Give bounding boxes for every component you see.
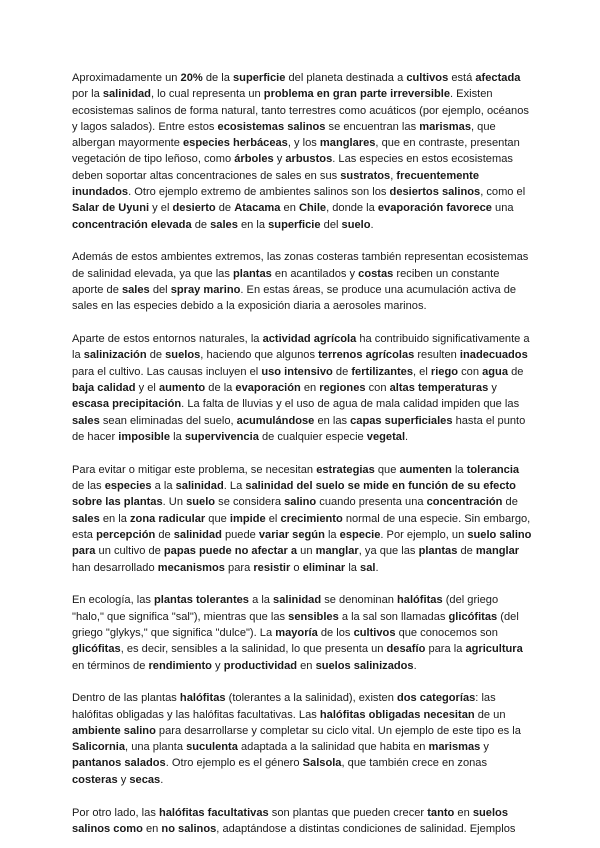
text-run: un cultivo de xyxy=(95,545,164,558)
text-run: , una planta xyxy=(125,741,187,754)
text-run: (del griego "halo," que significa "sal"), mientras que las xyxy=(72,594,499,623)
bold-term: glicófitas xyxy=(72,643,121,656)
text-run: Además de estos ambientes extremos, las zonas costeras también representan ecosistemas de salinidad elevada, ya que las xyxy=(72,251,529,280)
bold-term: capas superficiales xyxy=(350,414,453,427)
bold-term: halófitas xyxy=(397,594,443,607)
text-run: de xyxy=(457,545,476,558)
text-run: de xyxy=(146,349,166,362)
bold-term: concentración xyxy=(426,496,503,509)
bold-term: problema en gran parte irreversible xyxy=(263,88,450,101)
text-run: en xyxy=(280,202,299,215)
bold-term: vegetal xyxy=(366,430,406,443)
text-run: , que también crece en zonas xyxy=(341,757,488,770)
text-run: en xyxy=(454,806,473,819)
bold-term: evaporación xyxy=(235,382,301,395)
bold-term: salinidad xyxy=(102,88,151,101)
bold-term: resistir xyxy=(253,561,291,574)
bold-term: manglar xyxy=(475,545,520,558)
text-run: de un xyxy=(474,708,506,721)
text-run: y xyxy=(273,153,286,166)
text-run: una xyxy=(491,202,514,215)
bold-term: cultivos xyxy=(353,626,396,639)
text-run: del planeta destinada a xyxy=(285,72,407,84)
text-run: Por otro lado, las xyxy=(72,806,159,819)
text-run: se considera xyxy=(215,496,285,509)
bold-term: salinidad xyxy=(175,480,224,493)
text-run: en la xyxy=(237,218,269,231)
bold-term: terrenos agrícolas xyxy=(318,349,415,362)
text-run: , donde la xyxy=(326,202,378,215)
text-run: en acantilados y xyxy=(271,267,359,280)
bold-term: uso intensivo xyxy=(261,365,333,378)
bold-term: altas temperaturas xyxy=(389,382,489,395)
bold-term: concentración elevada xyxy=(72,218,192,231)
bold-term: evaporación favorece xyxy=(377,202,492,215)
text-run: sean eliminadas del suelo, xyxy=(99,414,237,427)
bold-term: glicófitas xyxy=(448,610,498,623)
text-run: . xyxy=(375,561,379,574)
text-run: , ya que las xyxy=(358,545,419,558)
text-run: , haciendo que algunos xyxy=(200,349,319,362)
bold-term: suelos salinizados xyxy=(315,659,414,672)
bold-term: estrategias xyxy=(316,463,375,476)
bold-term: costas xyxy=(358,267,394,280)
text-run: . La xyxy=(223,480,246,493)
bold-term: aumenten xyxy=(399,463,452,476)
text-run: del xyxy=(320,218,342,231)
text-run: la xyxy=(170,430,185,443)
text-run: (tolerantes a la salinidad), existen xyxy=(225,692,397,705)
bold-term: manglares xyxy=(319,137,376,150)
text-run: la xyxy=(345,561,361,574)
text-run: . Otro ejemplo es el género xyxy=(165,757,303,770)
bold-term: sustratos xyxy=(340,169,391,182)
bold-term: dos categorías xyxy=(396,692,476,705)
text-run: . xyxy=(405,430,409,443)
bold-term: árboles xyxy=(234,153,274,166)
bold-term: marismas xyxy=(419,120,472,133)
bold-term: halófitas obligadas necesitan xyxy=(319,708,475,721)
text-run: y xyxy=(480,741,489,754)
text-run: está xyxy=(448,72,476,84)
text-run: de xyxy=(508,365,524,378)
bold-term: rendimiento xyxy=(148,659,212,672)
text-run: de xyxy=(215,202,235,215)
text-run: se encuentran las xyxy=(325,120,420,133)
text-run: cuando presenta una xyxy=(316,496,427,509)
text-run: en xyxy=(300,382,320,395)
bold-term: suelo salino para xyxy=(72,528,532,558)
bold-term: percepción xyxy=(96,528,156,541)
paragraph-2 xyxy=(72,249,532,314)
bold-term: salinidad xyxy=(273,594,322,607)
text-run: y el xyxy=(149,202,173,215)
text-run: de la xyxy=(202,72,233,84)
text-run: , que en contraste, presentan vegetación de tipo leñoso, como xyxy=(72,137,520,166)
text-run: . xyxy=(160,773,164,786)
bold-term: aumento xyxy=(158,382,206,395)
bold-term: salino xyxy=(284,496,317,509)
bold-term: desiertos salinos xyxy=(389,186,481,199)
bold-term: agricultura xyxy=(465,643,523,656)
text-run: . Por ejemplo, un xyxy=(380,528,468,541)
bold-term: plantas tolerantes xyxy=(154,594,249,607)
text-run: normal de una especie. Sin embargo, esta xyxy=(72,512,531,541)
bold-term: fertilizantes xyxy=(351,365,414,378)
bold-term: plantas xyxy=(418,545,458,558)
text-run: (del griego "glykys," que significa "dulce"). La xyxy=(72,610,519,639)
text-run: o xyxy=(290,561,303,574)
text-run: Aproximadamente un xyxy=(72,72,181,84)
bold-term: sales xyxy=(72,512,100,525)
paragraph-4 xyxy=(72,462,532,576)
text-run: de la xyxy=(205,382,236,395)
text-run: el xyxy=(265,512,281,525)
bold-term: suculenta xyxy=(186,741,238,754)
bold-term: cultivos xyxy=(406,72,449,84)
text-run: un xyxy=(297,545,316,558)
text-run: de cualquier especie xyxy=(258,430,367,443)
bold-term: ecosistemas salinos xyxy=(217,120,326,133)
bold-term: acumulándose xyxy=(236,414,315,427)
text-run: de xyxy=(155,528,174,541)
bold-term: especies xyxy=(104,480,152,493)
bold-term: Chile xyxy=(298,202,327,215)
bold-term: marismas xyxy=(428,741,481,754)
text-run: en términos de xyxy=(72,659,149,672)
bold-term: Salar de Uyuni xyxy=(72,202,150,215)
bold-term: salinización xyxy=(83,349,147,362)
text-run: en xyxy=(142,822,162,835)
text-run: . Existen ecosistemas salinos de forma natural, tanto terrestres como acuáticos (por ejemplo, océanos y lagos salados). Entre estos xyxy=(72,88,529,133)
text-run: Aparte de estos entornos naturales, la xyxy=(72,333,263,346)
text-run: , como el xyxy=(480,186,526,199)
bold-term: costeras xyxy=(72,773,118,786)
bold-term: productividad xyxy=(223,659,298,672)
bold-term: salinidad xyxy=(173,528,222,541)
text-run: : las halófitas obligadas y las halófitas facultativas. Las xyxy=(72,692,496,721)
bold-term: arbustos xyxy=(285,153,333,166)
text-run: para el cultivo. Las causas incluyen el xyxy=(72,365,262,378)
text-run: la xyxy=(451,463,467,476)
bold-term: sales xyxy=(72,414,100,427)
bold-term: manglar xyxy=(315,545,359,558)
text-run: , el xyxy=(413,365,431,378)
text-run: para desarrollarse y completar su ciclo vital. Un ejemplo de este tipo es la xyxy=(155,724,521,737)
text-run: . Un xyxy=(162,496,187,509)
text-run: a la xyxy=(151,480,176,493)
bold-term: zona radicular xyxy=(130,512,206,525)
text-run: y xyxy=(211,659,224,672)
bold-term: mecanismos xyxy=(157,561,225,574)
text-run: en xyxy=(297,659,316,672)
bold-term: 20% xyxy=(180,72,203,84)
bold-term: papas puede no afectar a xyxy=(163,545,298,558)
bold-term: desafío xyxy=(386,643,426,656)
bold-term: plantas xyxy=(232,267,272,280)
paragraph-5 xyxy=(72,592,532,673)
text-run: y xyxy=(117,773,130,786)
bold-term: superficie xyxy=(233,72,286,84)
text-run: son plantas que pueden crecer xyxy=(268,806,428,819)
text-run: . xyxy=(413,659,417,672)
bold-term: baja calidad xyxy=(72,382,136,395)
bold-term: halófitas xyxy=(179,692,226,705)
bold-term: eliminar xyxy=(302,561,346,574)
bold-term: superficie xyxy=(268,218,321,231)
bold-term: supervivencia xyxy=(184,430,259,443)
text-run: por la xyxy=(72,88,103,101)
text-run: , es decir, sensibles a la salinidad, lo que presenta un xyxy=(120,643,387,656)
paragraph-6 xyxy=(72,690,532,788)
bold-term: no salinos xyxy=(161,822,217,835)
text-run: y el xyxy=(135,382,159,395)
text-run: de xyxy=(191,218,211,231)
text-run: ha contribuido significativamente a la xyxy=(72,333,530,362)
bold-term: Atacama xyxy=(234,202,281,215)
text-run: . En estas áreas, se produce una acumulación activa de sales en las especies debido a la exposición diaria a aerosoles marinos. xyxy=(72,284,517,313)
text-run: puede xyxy=(221,528,259,541)
bold-term: actividad agrícola xyxy=(262,333,357,346)
text-run: Para evitar o mitigar este problema, se necesitan xyxy=(72,463,317,476)
text-run: la xyxy=(324,528,340,541)
bold-term: halófitas facultativas xyxy=(158,806,269,819)
bold-term: sales xyxy=(210,218,238,231)
paragraph-3 xyxy=(72,331,532,445)
text-run: de las xyxy=(72,480,105,493)
text-run: del xyxy=(149,284,171,297)
bold-term: suelos salinos como xyxy=(72,806,509,835)
text-run: En ecología, las xyxy=(72,594,155,607)
paragraph-1 xyxy=(72,70,532,233)
bold-term: sales xyxy=(121,284,150,297)
bold-term: frecuentemente inundados xyxy=(72,169,480,199)
text-run: con xyxy=(365,382,390,395)
text-run: para xyxy=(224,561,254,574)
text-run: . Las especies en estos ecosistemas deben soportar altas concentraciones de sales en sus xyxy=(72,153,513,182)
bold-term: pantanos salados xyxy=(72,757,166,770)
text-run: . xyxy=(370,218,374,231)
bold-term: desierto xyxy=(172,202,216,215)
bold-term: suelo xyxy=(186,496,216,509)
bold-term: riego xyxy=(430,365,459,378)
text-run: a la xyxy=(248,594,274,607)
text-run: . La falta de lluvias y el uso de agua de mala calidad impiden que las xyxy=(181,398,520,411)
bold-term: secas xyxy=(129,773,161,786)
paragraph-7 xyxy=(72,805,532,838)
text-run: que conocemos son xyxy=(395,626,498,639)
document-body xyxy=(72,70,532,837)
text-run: hasta el punto de hacer xyxy=(72,414,526,443)
text-run: de los xyxy=(317,626,354,639)
bold-term: spray marino xyxy=(170,284,241,297)
text-run: de xyxy=(502,496,518,509)
bold-term: afectada xyxy=(475,72,521,84)
bold-term: tolerancia xyxy=(466,463,520,476)
text-run: con xyxy=(458,365,483,378)
text-run: . Otro ejemplo extremo de ambientes salinos son los xyxy=(128,186,390,199)
text-run: , que albergan mayormente xyxy=(72,120,496,150)
text-run: , adaptándose a distintas condiciones de salinidad. Ejemplos xyxy=(216,822,516,835)
text-run: y xyxy=(488,382,497,395)
bold-term: ambiente salino xyxy=(72,724,156,737)
bold-term: salinidad del suelo se mide en función de su efecto sobre las plantas xyxy=(72,480,516,509)
bold-term: agua xyxy=(482,365,508,378)
bold-term: variar según xyxy=(258,528,325,541)
text-run: reciben un constante aporte de xyxy=(72,267,500,297)
bold-term: mayoría xyxy=(275,626,318,639)
text-run: resulten xyxy=(414,349,460,362)
text-run: en la xyxy=(99,512,130,525)
text-run: adaptada a la salinidad que habita en xyxy=(237,741,429,754)
bold-term: especie xyxy=(339,528,381,541)
bold-term: tanto xyxy=(427,806,455,819)
text-run: de xyxy=(332,365,352,378)
text-run: en las xyxy=(314,414,351,427)
bold-term: suelos xyxy=(165,349,201,362)
text-run: , y los xyxy=(287,137,320,150)
text-run: que xyxy=(374,463,400,476)
bold-term: sal xyxy=(360,561,376,574)
bold-term: Salsola xyxy=(302,757,342,770)
text-run: para la xyxy=(425,643,466,656)
bold-term: sensibles xyxy=(288,610,339,623)
text-run: han desarrollado xyxy=(72,561,158,574)
bold-term: escasa precipitación xyxy=(72,398,182,411)
bold-term: inadecuados xyxy=(459,349,528,362)
text-run: que xyxy=(205,512,230,525)
text-run: Dentro de las plantas xyxy=(72,692,180,705)
bold-term: suelo xyxy=(341,218,371,231)
bold-term: crecimiento xyxy=(280,512,343,525)
bold-term: impide xyxy=(229,512,266,525)
bold-term: imposible xyxy=(118,430,171,443)
bold-term: Salicornia xyxy=(72,741,126,754)
bold-term: regiones xyxy=(319,382,366,395)
text-run: , lo cual representa un xyxy=(150,88,264,101)
bold-term: especies herbáceas xyxy=(183,137,288,150)
text-run: se denominan xyxy=(321,594,397,607)
text-run: , xyxy=(390,169,397,182)
text-run: a la sal son llamadas xyxy=(338,610,449,623)
